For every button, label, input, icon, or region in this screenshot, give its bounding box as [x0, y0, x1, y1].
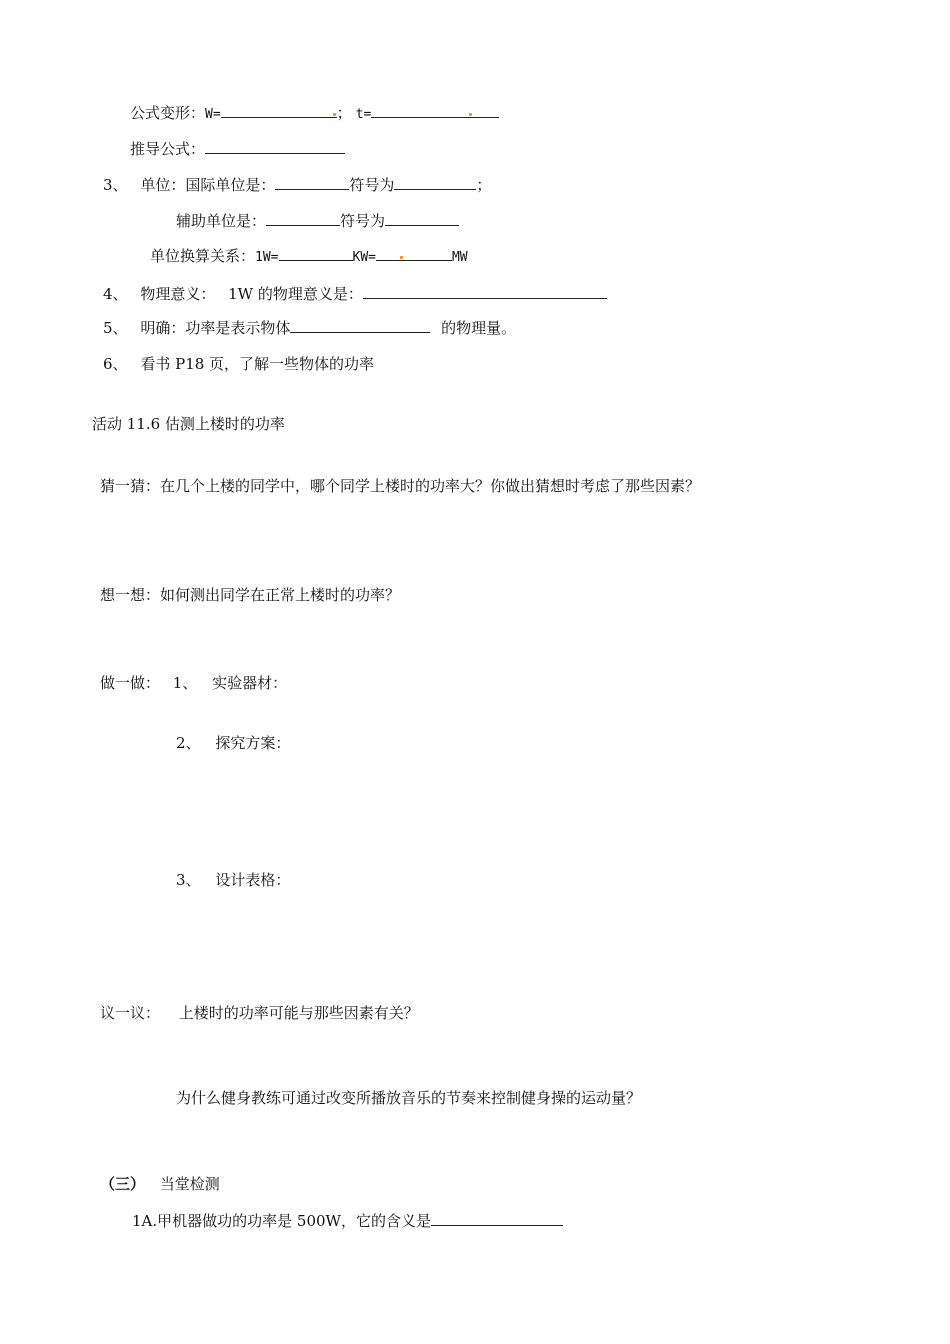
w-eq: W=	[205, 107, 221, 122]
formula-variant-label: 公式变形：	[130, 104, 206, 122]
check-q1-blank[interactable]	[431, 1211, 563, 1226]
mw-label: MW	[451, 250, 468, 265]
derived-formula-line	[130, 139, 345, 159]
read-num: 6、	[103, 355, 128, 373]
step1-num: 1、	[172, 674, 198, 692]
check-title: 当堂检测	[159, 1175, 220, 1193]
kw-label: KW=	[352, 250, 376, 265]
step2-num: 2、	[176, 734, 201, 752]
do-line	[100, 673, 287, 693]
step2-text: 探究方案：	[215, 734, 291, 752]
read-text: 看书 P18 页，了解一些物体的功率	[140, 355, 375, 373]
aux-unit-blank[interactable]	[266, 211, 340, 226]
check-num: （三）	[100, 1175, 146, 1193]
unit-end: ；	[476, 176, 492, 194]
unit-num: 3、	[103, 176, 128, 194]
derived-formula-label: 推导公式：	[130, 140, 206, 158]
w1-label: 1W=	[255, 250, 279, 265]
guess-text: 猜一猜：在几个上楼的同学中，哪个同学上楼时的功率大？你做出猜想时考虑了那些因素？	[100, 477, 701, 495]
clarify-label: 明确：功率是表示物体	[140, 319, 291, 337]
step3-text: 设计表格：	[215, 871, 291, 889]
t-blank[interactable]	[371, 103, 499, 118]
aux-symbol-blank[interactable]	[385, 211, 459, 226]
do-label: 做一做：	[100, 674, 161, 692]
meaning-num: 4、	[103, 285, 128, 303]
discuss-line	[100, 1003, 419, 1023]
read-line	[103, 354, 374, 374]
step3-num: 3、	[176, 871, 201, 889]
w-blank[interactable]	[221, 103, 337, 118]
meaning-label: 物理意义：	[140, 285, 216, 303]
check-q1-line	[132, 1211, 563, 1231]
meaning-line	[103, 284, 607, 304]
mw-blank[interactable]	[376, 246, 452, 261]
conversion-line	[150, 246, 468, 268]
discuss-label: 议一议：	[100, 1004, 161, 1022]
formula-variant-line	[130, 103, 499, 125]
meaning-text: 1W 的物理意义是：	[228, 285, 363, 303]
derived-formula-blank[interactable]	[205, 139, 345, 154]
clarify-line	[103, 318, 516, 338]
unit-symbol-label: 符号为	[349, 176, 395, 194]
clarify-tail: 的物理量。	[441, 319, 517, 337]
clarify-blank[interactable]	[290, 318, 430, 333]
aux-unit-line	[176, 211, 459, 231]
si-symbol-blank[interactable]	[394, 175, 476, 190]
clarify-num: 5、	[103, 319, 128, 337]
check-header	[100, 1174, 220, 1194]
meaning-blank[interactable]	[363, 284, 607, 299]
aux-unit-label: 辅助单位是：	[176, 212, 267, 230]
step2-line	[176, 733, 290, 753]
unit-line	[103, 175, 491, 195]
think-text: 想一想：如何测出同学在正常上楼时的功率？	[100, 586, 401, 604]
check-q1: 1A.甲机器做功的功率是 500W，它的含义是	[132, 1212, 431, 1230]
conversion-label: 单位换算关系：	[150, 247, 256, 265]
kw-blank[interactable]	[279, 246, 353, 261]
unit-label: 单位：国际单位是：	[140, 176, 276, 194]
step3-line	[176, 870, 290, 890]
discuss-q1: 上楼时的功率可能与那些因素有关？	[178, 1004, 419, 1022]
activity-title: 活动 11.6 估测上楼时的功率	[92, 415, 285, 433]
t-eq: t=	[355, 107, 372, 122]
aux-symbol-label: 符号为	[340, 212, 386, 230]
si-unit-blank[interactable]	[275, 175, 349, 190]
step1-text: 实验器材：	[212, 674, 288, 692]
formula-sep: ；	[336, 104, 352, 122]
discuss-q2: 为什么健身教练可通过改变所播放音乐的节奏来控制健身操的运动量？	[176, 1089, 642, 1107]
